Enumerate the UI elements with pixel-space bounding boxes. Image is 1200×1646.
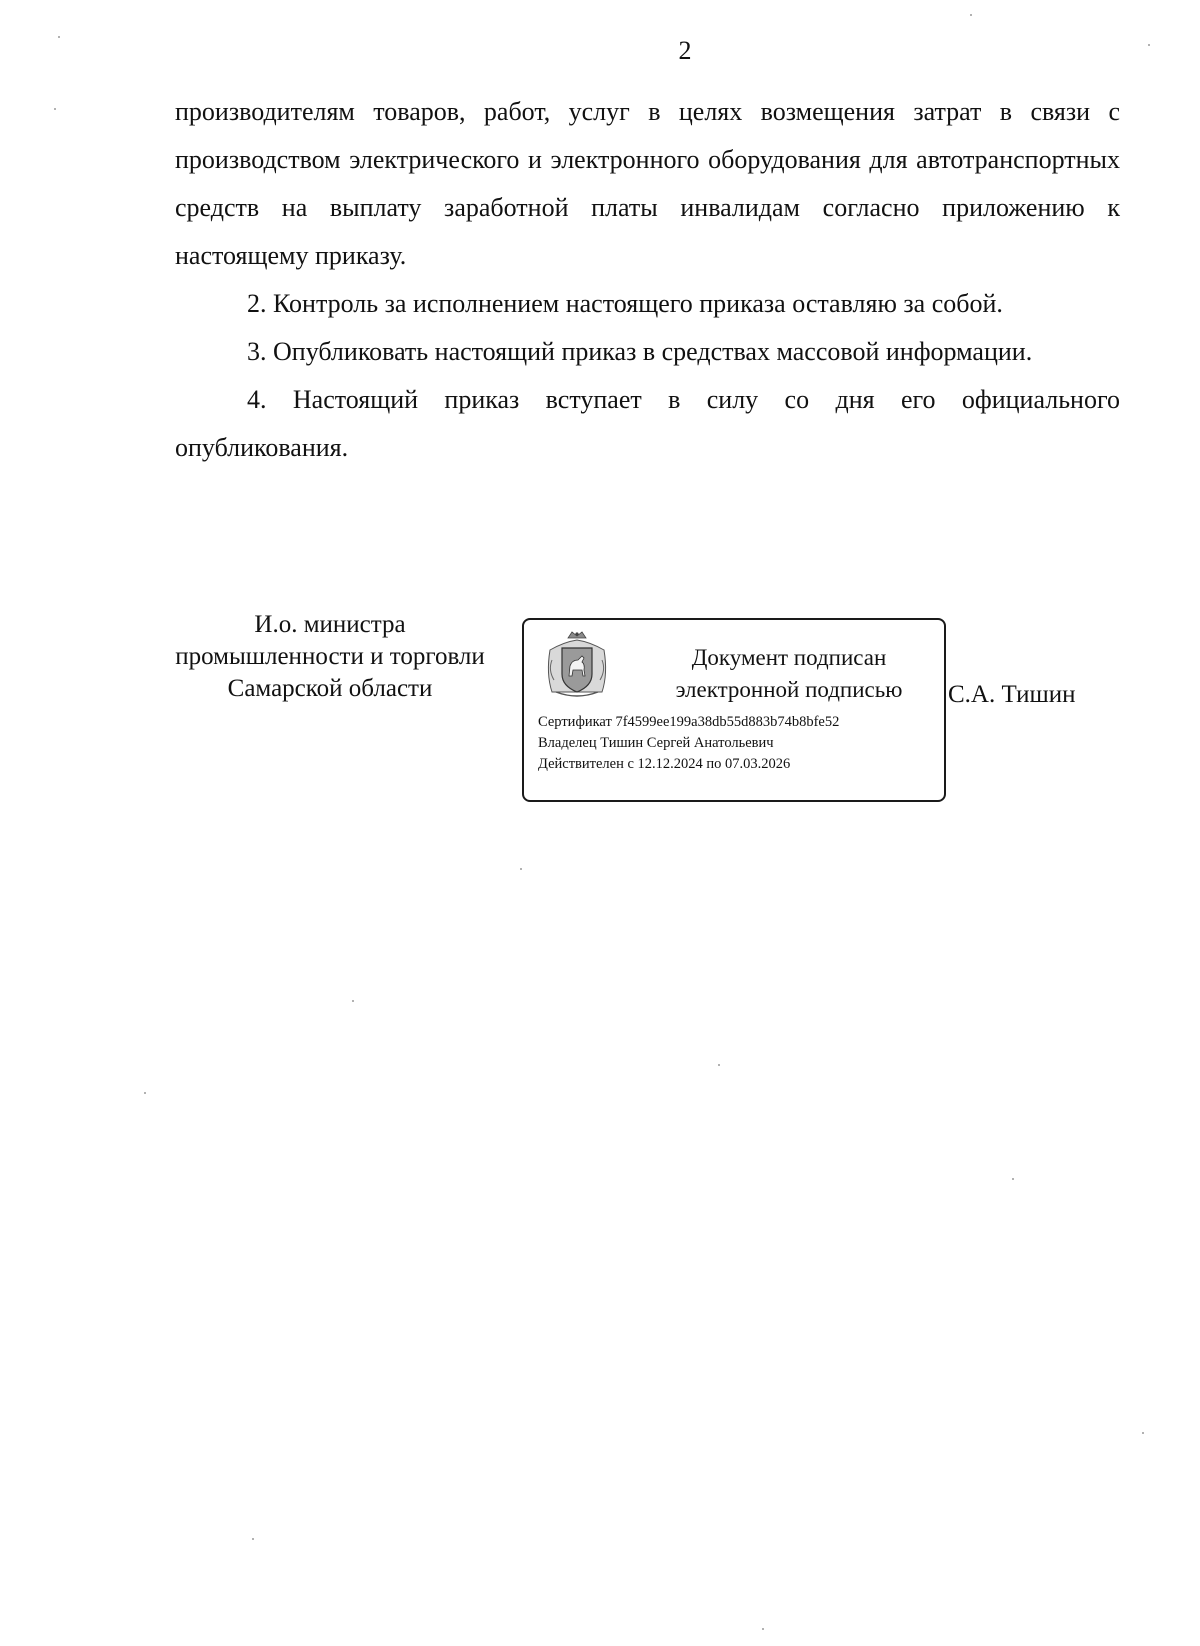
scan-speck [970, 14, 972, 16]
scan-speck [718, 1064, 720, 1066]
stamp-heading-line: Документ подписан [691, 645, 887, 670]
electronic-signature-stamp [522, 618, 946, 802]
samara-region-coat-of-arms-icon [542, 630, 612, 702]
paragraph-item-3: 3. Опубликовать настоящий приказ в средствах массовой информации. [247, 337, 1033, 366]
paragraph-item-4: 4. Настоящий приказ вступает в силу со дня его официального опубликования. [175, 385, 1120, 462]
signer-name: С.А. Тишин [948, 681, 1076, 708]
signer-position-line: промышленности и торговли [175, 643, 485, 670]
scan-speck [1142, 1432, 1144, 1434]
page-number: 2 [678, 36, 692, 65]
scan-speck [762, 1628, 764, 1630]
certificate-number: Сертификат 7f4599ee199a38db55d883b74b8bfe52 [538, 714, 840, 730]
certificate-validity: Действителен с 12.12.2024 по 07.03.2026 [538, 756, 791, 772]
stamp-details [538, 712, 839, 775]
scan-speck [54, 108, 56, 110]
paragraph-continuation: производителям товаров, работ, услуг в целях возмещения затрат в связи с производством электрического и электронного оборудования для автотранспортных средств на выплату заработной платы инвалидам согласно приложению к настоящему приказу. [175, 97, 1120, 270]
scan-speck [1012, 1178, 1014, 1180]
paragraph-item-2: 2. Контроль за исполнением настоящего приказа оставляю за собой. [247, 289, 1003, 318]
certificate-owner: Владелец Тишин Сергей Анатольевич [538, 735, 774, 751]
scan-speck [144, 1092, 146, 1094]
signer-position-line: И.о. министра [254, 611, 406, 638]
stamp-heading [644, 642, 934, 706]
document-body [175, 88, 1120, 472]
signer-position-line: Самарской области [227, 675, 433, 702]
scan-speck [58, 36, 60, 38]
stamp-heading-line: электронной подписью [675, 677, 903, 702]
scan-speck [1148, 44, 1150, 46]
scan-speck [520, 868, 522, 870]
scan-speck [252, 1538, 254, 1540]
signer-position [155, 609, 505, 705]
scan-speck [352, 1000, 354, 1002]
